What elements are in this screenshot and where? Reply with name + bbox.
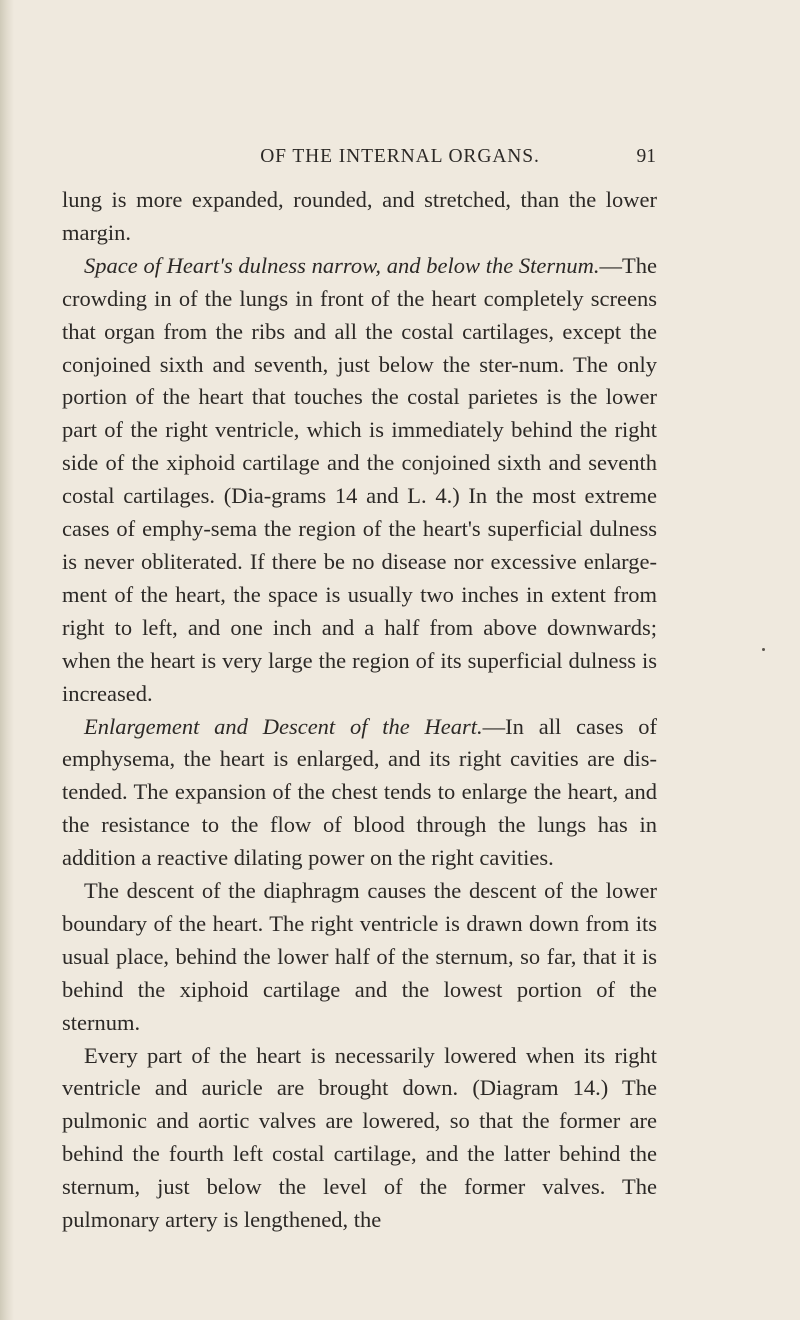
paragraph-diaphragm-descent [62, 875, 657, 1040]
paragraph-text: Every part of the heart is necessarily lowered when its right ventricle and auricle are brought down. (Diagram 14.) The pulmonic and aortic valves are lowered, so that the former are behind the fourth left costal cartilage, and the latter behind the sternum, just below the level of the former valves. The pulmonary artery is lengthened, the [62, 1042, 657, 1233]
heading-dash: — [482, 713, 506, 739]
paragraph-text: The crowding in of the lungs in front of the heart completely screens that organ from the ribs and all the costal cartilages, except the conjoined sixth and seventh, just below the ster-num. The only portion of the heart that touches the costal parietes is the lower part of the right ventricle, which is immediately behind the right side of the xiphoid cartilage and the conjoined sixth and seventh costal cartilages. (Dia-grams 14 and L. 4.) In the most extreme cases of emphy-sema the region of the heart's superficial dulness is never obliterated. If there be no disease nor excessive enlarge-ment of the heart, the space is usually two inches in extent from right to left, and one inch and a half from above downwards; when the heart is very large the region of its superficial dulness is increased. [62, 252, 657, 706]
section-heading-heart-dulness: Space of Heart's dulness narrow, and below the Sternum. [84, 252, 600, 278]
running-head [0, 142, 800, 172]
running-title: OF THE INTERNAL ORGANS. [260, 146, 540, 167]
paragraph-text: lung is more expanded, rounded, and stretched, than the lower margin. [62, 187, 657, 245]
paragraph-enlargement [62, 711, 657, 876]
heading-dash: — [599, 252, 623, 278]
paragraph-text: In all cases of emphysema, the heart is enlarged, and its right cavities are dis-tended. The expansion of the chest tends to enlarge the heart, and the resistance to the flow of blood through the lungs has in addition a reactive dilating power on the right cavities. [62, 713, 657, 871]
body-text [62, 184, 657, 1237]
paragraph-text: The descent of the diaphragm causes the descent of the lower boundary of the heart. The right ventricle is drawn down from its usual place, behind the lower half of the sternum, so far, that it is behind the xiphoid cartilage and the lowest portion of the sternum. [62, 878, 657, 1035]
margin-speck [762, 648, 765, 651]
paragraph-continuation [62, 184, 657, 250]
paragraph-heart-lowered [62, 1040, 657, 1237]
page-number: 91 [636, 146, 656, 167]
paragraph-heart-dulness [62, 250, 657, 711]
section-heading-enlargement: Enlargement and Descent of the Heart. [84, 713, 483, 739]
